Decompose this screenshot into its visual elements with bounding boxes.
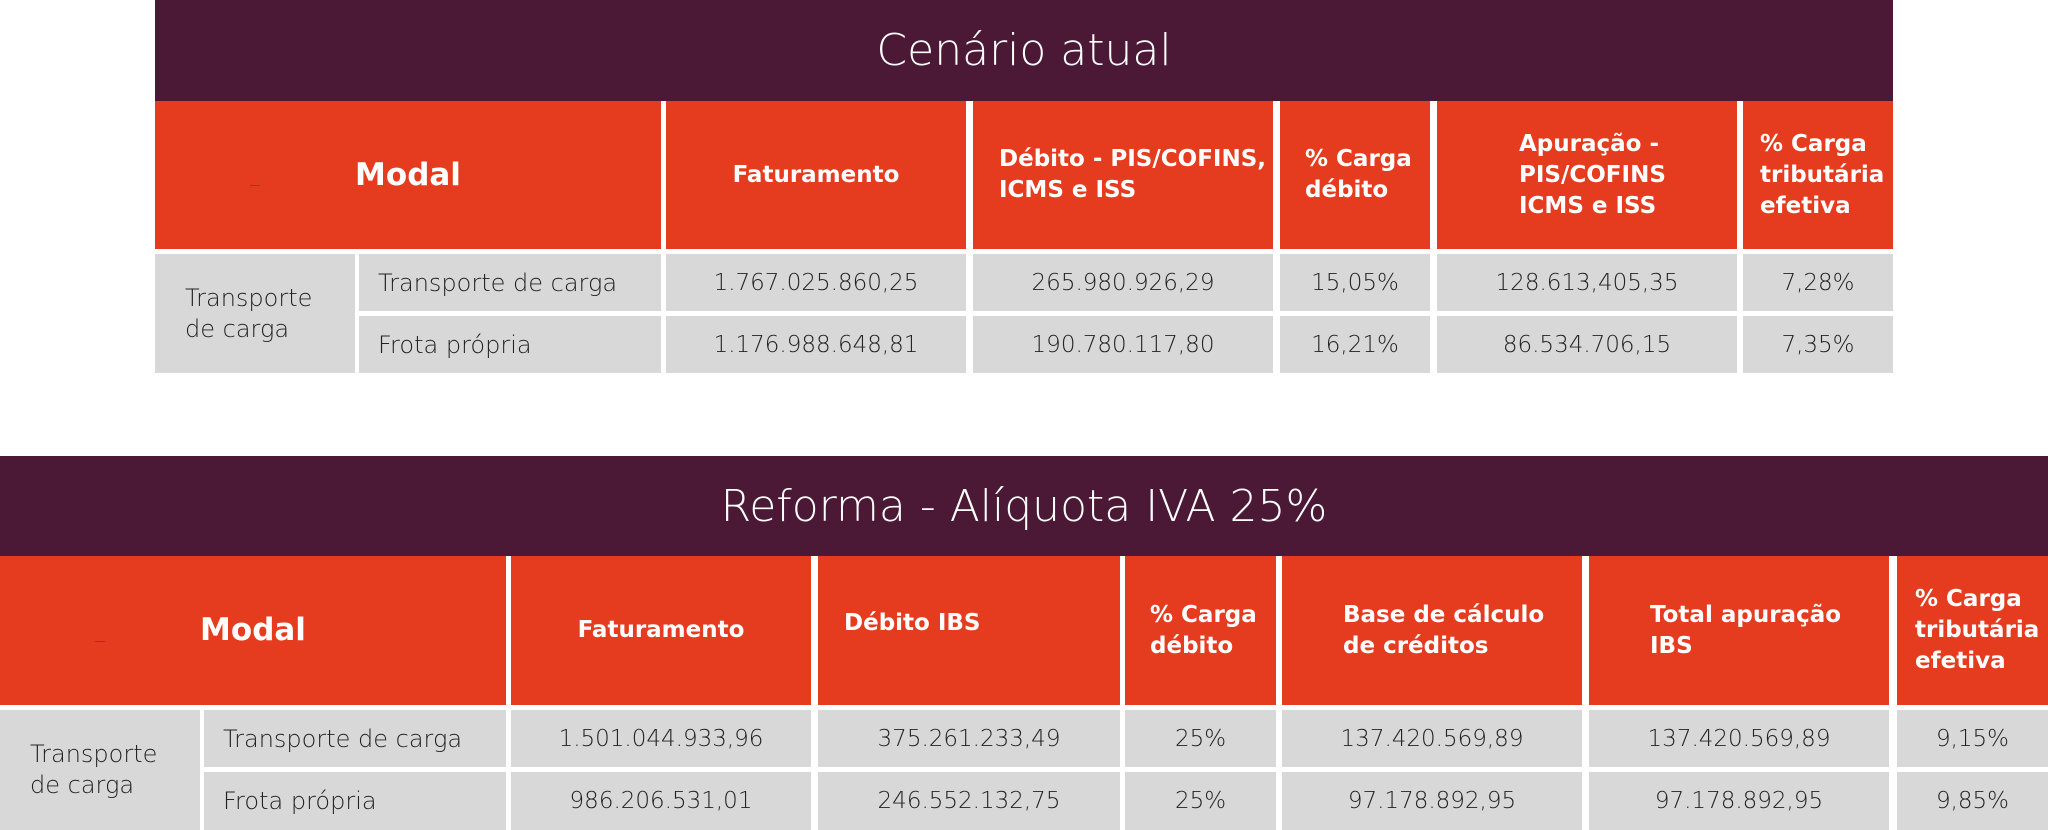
cell-total-apuracao: 97.178.892,95 xyxy=(1589,772,1889,830)
header-base-calculo: Base de cálculo de créditos xyxy=(1282,556,1582,705)
header-modal: Modal xyxy=(155,101,661,249)
header-carga-efetiva: % Carga tributária efetiva xyxy=(1743,101,1893,249)
table-title-text: Reforma - Alíquota IVA 25% xyxy=(720,480,1328,532)
group-label: Transporte de carga xyxy=(155,254,355,373)
decorative-tick xyxy=(95,641,105,642)
cell-apuracao: 128.613,405,35 xyxy=(1437,254,1737,311)
header-carga-efetiva: % Carga tributária efetiva xyxy=(1897,556,2048,705)
row-label: Frota própria xyxy=(359,316,661,373)
header-faturamento: Faturamento xyxy=(511,556,811,705)
cell-carga-efetiva: 7,35% xyxy=(1743,316,1893,373)
row-label: Transporte de carga xyxy=(204,710,506,767)
header-carga-debito: % Carga débito xyxy=(1125,556,1276,705)
cell-faturamento: 1.176.988.648,81 xyxy=(666,316,966,373)
header-faturamento: Faturamento xyxy=(666,101,966,249)
cell-carga-efetiva: 9,85% xyxy=(1897,772,2048,830)
header-apuracao: Apuração - PIS/COFINS ICMS e ISS xyxy=(1437,101,1737,249)
cell-debito: 375.261.233,49 xyxy=(818,710,1120,767)
header-carga-debito: % Carga débito xyxy=(1280,101,1430,249)
table-title xyxy=(155,0,1893,101)
cell-debito: 190.780.117,80 xyxy=(973,316,1273,373)
cell-base-calculo: 97.178.892,95 xyxy=(1282,772,1582,830)
cell-carga-efetiva: 9,15% xyxy=(1897,710,2048,767)
cell-faturamento: 1.501.044.933,96 xyxy=(511,710,811,767)
group-label: Transporte de carga xyxy=(0,710,200,830)
header-modal: Modal xyxy=(0,556,506,705)
header-debito: Débito - PIS/COFINS, ICMS e ISS xyxy=(973,101,1273,249)
cell-faturamento: 986.206.531,01 xyxy=(511,772,811,830)
cell-faturamento: 1.767.025.860,25 xyxy=(666,254,966,311)
table-title xyxy=(0,456,2048,556)
cell-debito: 265.980.926,29 xyxy=(973,254,1273,311)
cell-apuracao: 86.534.706,15 xyxy=(1437,316,1737,373)
cell-carga-debito: 25% xyxy=(1125,710,1276,767)
row-label: Frota própria xyxy=(204,772,506,830)
table-title-text: Cenário atual xyxy=(876,25,1172,76)
header-total-apuracao: Total apuração IBS xyxy=(1589,556,1889,705)
cell-carga-efetiva: 7,28% xyxy=(1743,254,1893,311)
cell-carga-debito: 15,05% xyxy=(1280,254,1430,311)
row-label: Transporte de carga xyxy=(359,254,661,311)
header-debito: Débito IBS xyxy=(818,556,1120,705)
cell-carga-debito: 16,21% xyxy=(1280,316,1430,373)
cell-carga-debito: 25% xyxy=(1125,772,1276,830)
cell-debito: 246.552.132,75 xyxy=(818,772,1120,830)
cell-total-apuracao: 137.420.569,89 xyxy=(1589,710,1889,767)
cell-base-calculo: 137.420.569,89 xyxy=(1282,710,1582,767)
decorative-tick xyxy=(250,185,260,186)
